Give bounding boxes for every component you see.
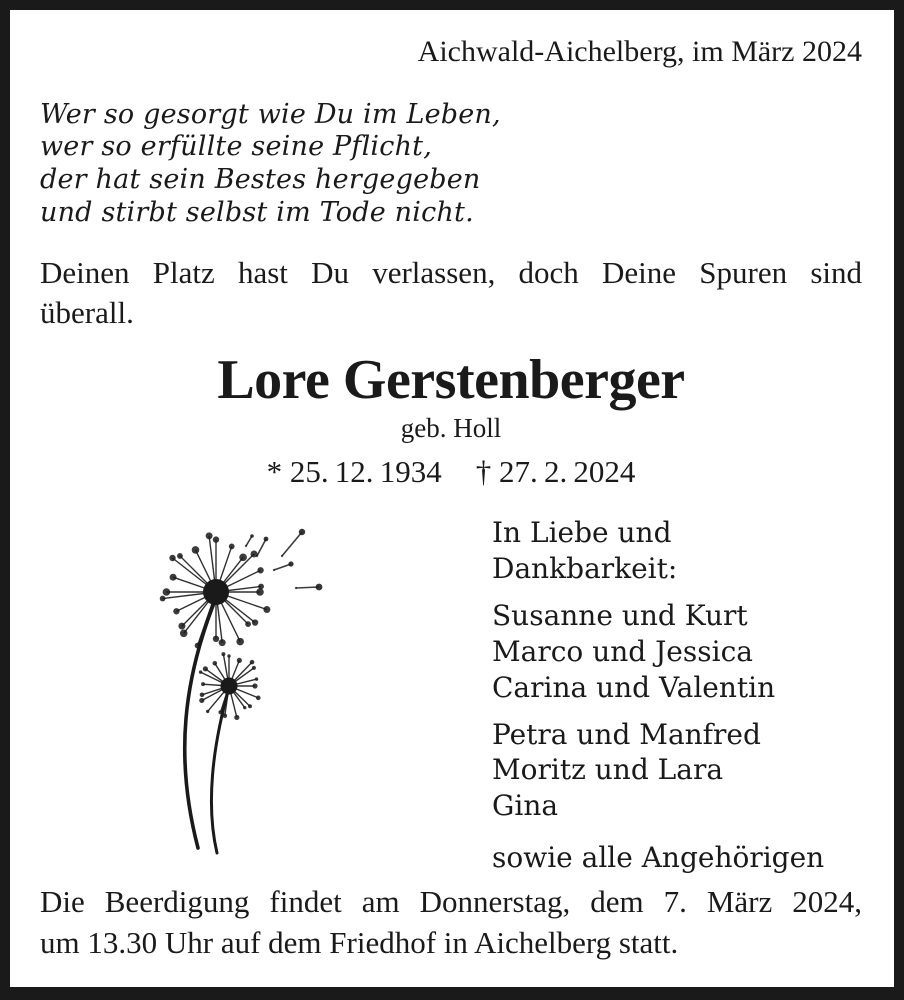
poem-line: und stirbt selbst im Tode nicht. xyxy=(40,197,474,229)
mourner-line: Marco und Jessica xyxy=(492,634,753,668)
dandelion-illustration xyxy=(126,506,456,878)
illustration-column xyxy=(40,498,492,878)
mourner-line: Carina und Valentin xyxy=(492,670,776,704)
mourner-line: Gina xyxy=(492,789,559,823)
mourner-group xyxy=(492,717,862,824)
death-date: † 27. 2. 2024 xyxy=(475,454,636,490)
middle-section xyxy=(40,498,862,878)
tribute-heading: In Liebe und Dankbarkeit: xyxy=(492,516,678,586)
funeral-line: Die Beerdigung findet am Donnerstag, dem 7. März 2024, xyxy=(40,884,862,920)
place-dateline: Aichwald-Aichelberg, im März 2024 xyxy=(417,35,862,68)
memorial-poem xyxy=(40,99,862,231)
poem-line: wer so erfüllte seine Pflicht, xyxy=(40,131,433,163)
mourners-column xyxy=(492,498,862,878)
notice-content xyxy=(10,10,894,987)
mourner-line: Moritz und Lara xyxy=(492,753,724,787)
maiden-name: geb. Holl xyxy=(400,413,502,444)
mourner-line: Susanne und Kurt xyxy=(492,599,748,633)
poem-line: Wer so gesorgt wie Du im Leben, xyxy=(40,98,501,130)
deceased-name: Lore Gerstenberger xyxy=(217,348,685,411)
funeral-announcement xyxy=(40,882,862,963)
mourner-line: Petra und Manfred xyxy=(492,717,761,751)
life-dates xyxy=(40,454,862,490)
birth-date: * 25. 12. 1934 xyxy=(266,454,442,490)
intro-line: überall. xyxy=(40,294,134,330)
intro-line: Deinen Platz hast Du verlassen, doch Deine Spuren sind xyxy=(40,255,862,291)
mourners-footer: sowie alle Angehörigen xyxy=(492,841,825,875)
intro-paragraph xyxy=(40,253,862,332)
poem-line: der hat sein Bestes hergegeben xyxy=(40,164,481,196)
funeral-line: um 13.30 Uhr auf dem Friedhof in Aichelberg statt. xyxy=(40,924,679,960)
mourner-group xyxy=(492,598,862,705)
